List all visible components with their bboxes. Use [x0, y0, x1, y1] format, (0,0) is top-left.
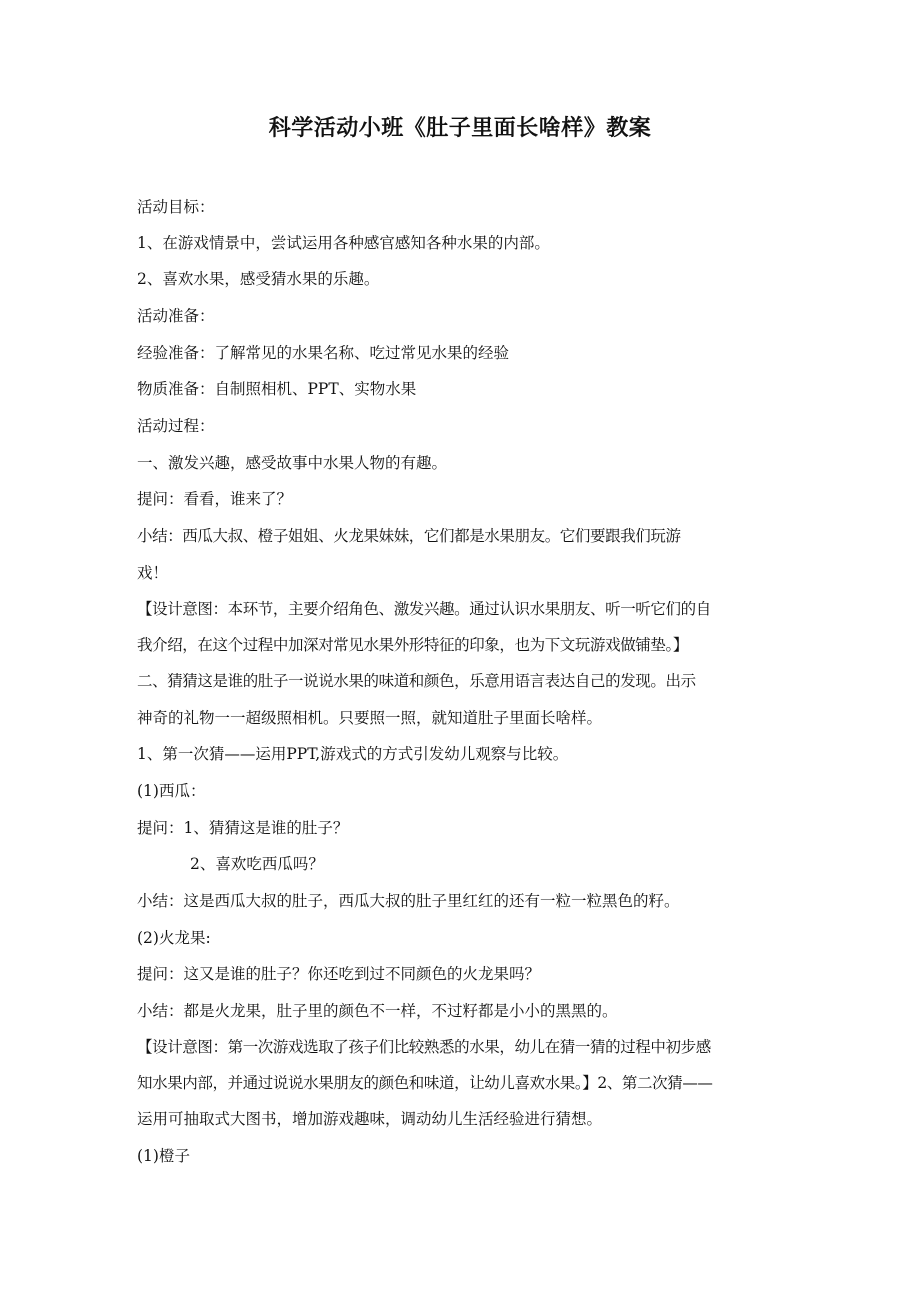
- section-heading-goals: 活动目标：: [137, 198, 215, 216]
- paragraph-line: (1)西瓜：: [137, 782, 206, 800]
- paragraph-line: 1、在游戏情景中，尝试运用各种感官感知各种水果的内部。: [137, 234, 550, 252]
- section-heading-process: 活动过程：: [137, 417, 215, 435]
- paragraph-line: 小结：西瓜大叔、橙子姐姐、火龙果妹妹，它们都是水果朋友。它们要跟我们玩游: [137, 527, 681, 545]
- paragraph-line: 二、猜猜这是谁的肚子一说说水果的味道和颜色，乐意用语言表达自己的发现。出示: [137, 672, 696, 690]
- paragraph-line: 2、喜欢水果，感受猜水果的乐趣。: [137, 270, 380, 288]
- paragraph-line: 运用可抽取式大图书，增加游戏趣味，调动幼儿生活经验进行猜想。: [137, 1110, 603, 1128]
- paragraph-line: 提问：这又是谁的肚子？你还吃到过不同颜色的火龙果吗？: [137, 965, 541, 983]
- paragraph-line: (2)火龙果:: [137, 929, 211, 947]
- paragraph-line: 戏！: [137, 564, 169, 582]
- paragraph-line: 提问：1、猜猜这是谁的肚子？: [137, 819, 349, 837]
- paragraph-line: 小结：都是火龙果，肚子里的颜色不一样，不过籽都是小小的黑黑的。: [137, 1002, 618, 1020]
- paragraph-line: 神奇的礼物一一超级照相机。只要照一照，就知道肚子里面长啥样。: [137, 709, 603, 727]
- paragraph-line: 物质准备：自制照相机、PPT、实物水果: [137, 380, 417, 398]
- paragraph-line: 经验准备：了解常见的水果名称、吃过常见水果的经验: [137, 344, 510, 362]
- section-heading-preparation: 活动准备：: [137, 307, 215, 325]
- design-note-line: 知水果内部，并通过说说水果朋友的颜色和味道，让幼儿喜欢水果。】2、第二次猜——: [137, 1074, 713, 1092]
- design-note-line: 我介绍，在这个过程中加深对常见水果外形特征的印象，也为下文玩游戏做铺垫。】: [137, 636, 688, 654]
- paragraph-line: 一、激发兴趣，感受故事中水果人物的有趣。: [137, 454, 448, 472]
- design-note-line: 【设计意图：第一次游戏选取了孩子们比较熟悉的水果，幼儿在猜一猜的过程中初步感: [137, 1038, 711, 1056]
- paragraph-line: 小结：这是西瓜大叔的肚子，西瓜大叔的肚子里红红的还有一粒一粒黑色的籽。: [137, 892, 680, 910]
- design-note-line: 【设计意图：本环节，主要介绍角色、激发兴趣。通过认识水果朋友、听一听它们的自: [137, 600, 711, 618]
- document-title: 科学活动小班《肚子里面长啥样》教案: [268, 116, 652, 141]
- paragraph-line: 2、喜欢吃西瓜吗？: [190, 855, 324, 873]
- paragraph-line: 1、第一次猜——运用PPT,游戏式的方式引发幼儿观察与比较。: [137, 745, 569, 763]
- paragraph-line: 提问：看看，谁来了？: [137, 490, 293, 508]
- paragraph-line: (1)橙子: [137, 1147, 190, 1165]
